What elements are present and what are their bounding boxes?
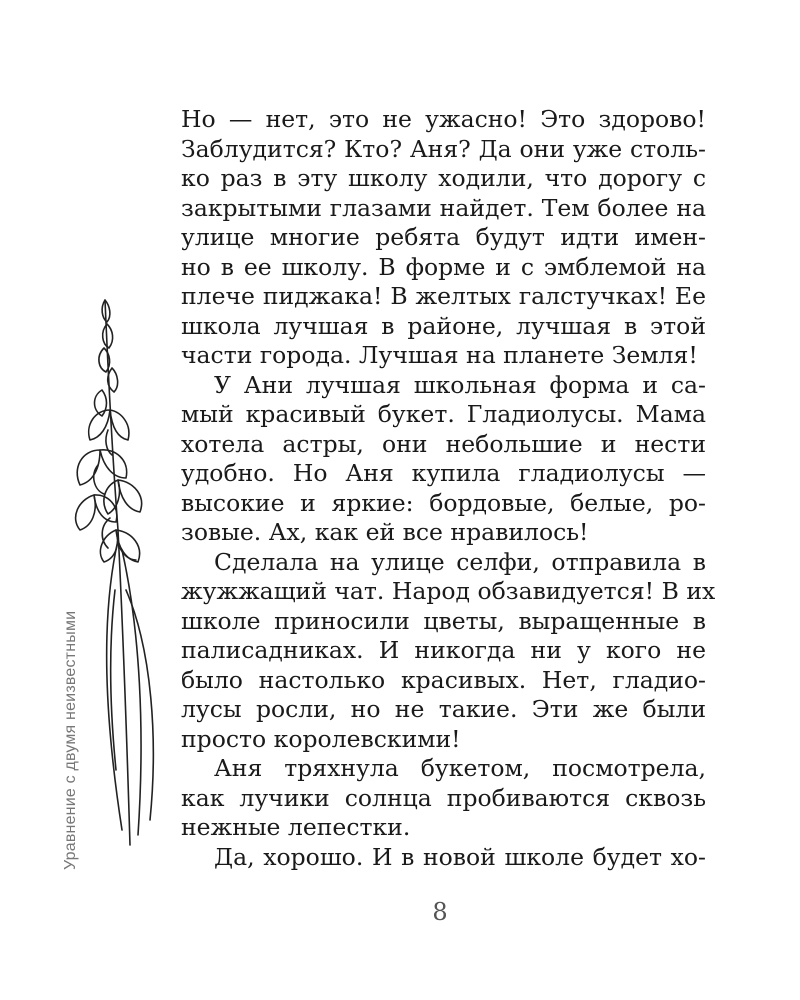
text-line: Аня тряхнула букетом, посмотрела, [214, 754, 706, 782]
text-line: Но — нет, это не ужасно! Это здорово! [181, 105, 706, 133]
text-line: лусы росли, но не такие. Эти же были [181, 695, 706, 723]
text-line: ко раз в эту школу ходили, что дорогу с [181, 164, 706, 192]
text-line: Сделала на улице селфи, отправила в [214, 547, 706, 576]
running-title: Уравнение с двумя неизвестными [62, 610, 79, 870]
text-line: мый красивый букет. Гладиолусы. Мама [181, 400, 706, 428]
text-line: высокие и яркие: бордовые, белые, ро- [181, 488, 706, 517]
text-line: хотела астры, они небольшие и нести [181, 429, 706, 458]
text-line: Да, хорошо. И в новой школе будет хо- [214, 842, 706, 871]
text-line: просто королевскими! [181, 724, 461, 753]
text-line: улице многие ребята будут идти имен- [181, 223, 706, 251]
text-line: палисадниках. И никогда ни у кого не [181, 636, 706, 664]
text-line: зовые. Ах, как ей все нравилось! [181, 518, 589, 546]
text-line: было настолько красивых. Нет, гладио- [181, 665, 706, 694]
text-line: как лучики солнца пробиваются сквозь [181, 783, 706, 812]
page-number: 8 [432, 898, 448, 926]
text-line: Заблудится? Кто? Аня? Да они уже столь- [181, 134, 706, 163]
text-line: удобно. Но Аня купила гладиолусы — [181, 459, 706, 487]
text-line: нежные лепестки. [181, 813, 411, 841]
text-line: У Ани лучшая школьная форма и са- [214, 370, 706, 399]
text-line: части города. Лучшая на планете Земля! [181, 341, 698, 369]
text-line: закрытыми глазами найдет. Тем более на [181, 193, 706, 222]
body-text [181, 105, 716, 872]
text-line: плече пиджака! В желтых галстучках! Ее [181, 282, 706, 310]
text-line: жужжащий чат. Народ обзавидуется! В их [181, 577, 716, 605]
text-line: школа лучшая в районе, лучшая в этой [181, 311, 706, 340]
text-line: но в ее школу. В форме и с эмблемой на [181, 252, 706, 281]
text-line: школе приносили цветы, выращенные в [181, 606, 706, 635]
